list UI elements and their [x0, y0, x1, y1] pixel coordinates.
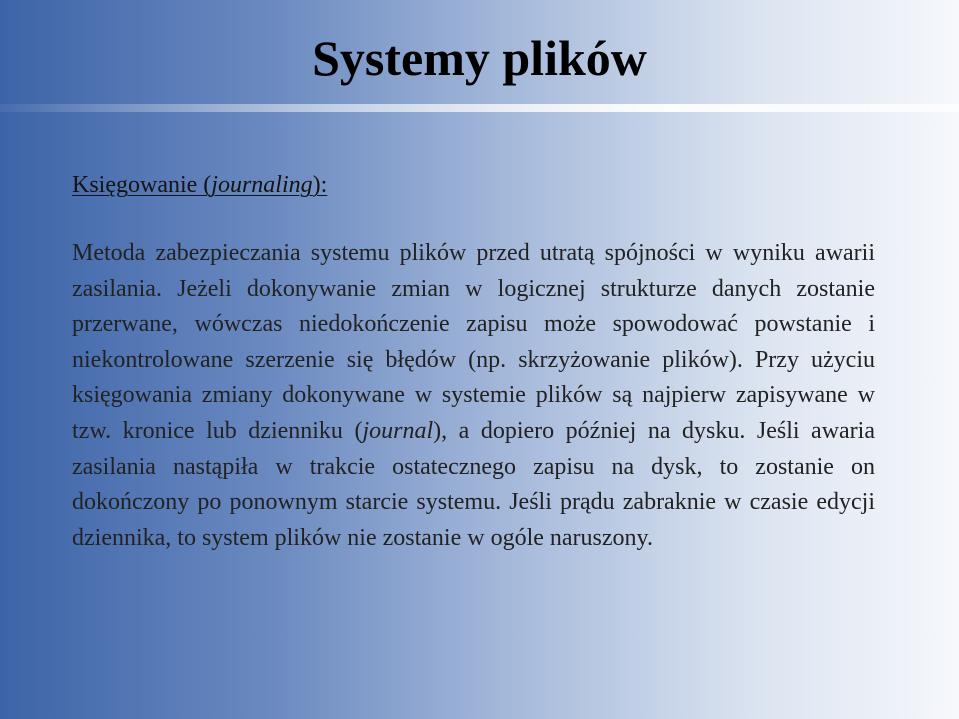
slide-title-text: Systemy plików	[312, 30, 647, 86]
body-paragraph-part2: ), a dopiero później na dysku. Jeśli awaria zasilania nastąpiła w trakcie ostatecznego zapisu na dysk, to zostanie on dokończony po ponownym starcie systemu. Jeśli prądu zabraknie w czasie edycji dziennika, to system plików nie zostanie w ogóle naruszony.	[72, 417, 875, 551]
slide-title	[0, 28, 959, 88]
section-heading	[72, 170, 327, 200]
section-heading-italic: journaling	[211, 172, 313, 198]
section-heading-suffix: ):	[312, 172, 328, 198]
body-paragraph	[72, 236, 875, 556]
section-heading-prefix: Księgowanie (	[72, 172, 212, 198]
body-paragraph-italic: journal	[362, 417, 434, 444]
body-paragraph-part1: Metoda zabezpieczania systemu plików przed utratą spójności w wyniku awarii zasilania. Jeżeli dokonywanie zmian w logicznej strukturze danych zostanie przerwane, wówczas niedokończenie zapisu może spowodować powstanie i niekontrolowane szerzenie się błędów (np. skrzyżowanie plików). Przy użyciu księgowania zmiany dokonywane w systemie plików są najpierw zapisywane w tzw. kronice lub dzienniku (	[72, 240, 875, 444]
title-divider	[0, 104, 959, 112]
